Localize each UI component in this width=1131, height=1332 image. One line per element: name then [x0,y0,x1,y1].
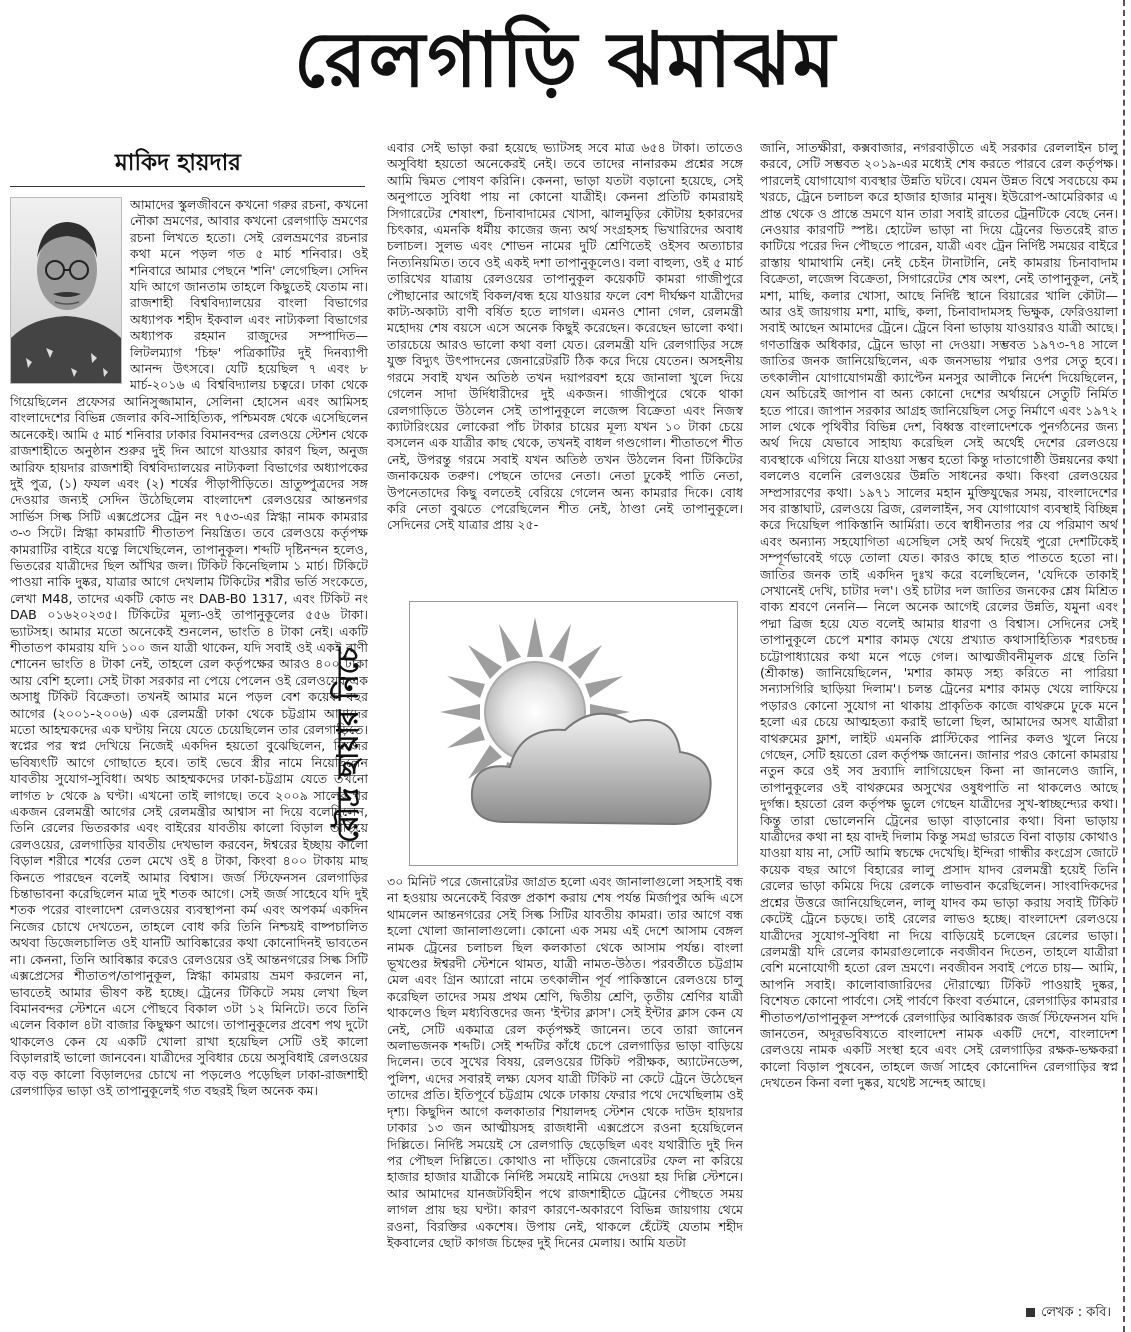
article-column-3 [760,140,1118,1300]
author-note [1026,1303,1111,1324]
author-note-text: লেখক : কবি। [1041,1305,1111,1320]
photo-caption [330,630,370,860]
weather-illustration [409,601,738,866]
photo-caption-text: রৌদ্র ছায়ার নিচে [330,647,365,843]
article-column-1 [10,197,368,1319]
headline: রেলগাড়ি ঝমাঝম [293,15,838,104]
author-portrait-illustration [11,198,121,383]
byline: মাকিদ হায়দার [115,149,241,176]
column-2-top-text: এবার সেই ভাড়া করা হয়েছে ভ্যাটসহ সবে মাত্র ৬৫৪ টাকা। তাতেও অসুবিধা হয়তো অনেকেরই নেই। তবে তাদের নানারকম প্রশ্নের সঙ্গে আমি দ্বিমত পোষণ করিনি। কেননা, ভাড়া যতটা বড়ানো হয়েছে, সেই অনুপাতে সুবিধা পায় না কোনো যাত্রীই। কেননা প্রতিটি কামরায়ই সিগারেটের শেষাংশ, চিনাবাদামের খোসা, ঝালমুড়ির কৌটায় হকারদের চিৎকার, এমনকি ধর্মীয় কাজের জন্য অর্থ সংগ্রহসহ ভিখারিদের অবাধ চলাচল। সুলভ এবং শোভন নামের দুটি শ্রেণিতেই ওইসব অত্যাচার নিত্যনিয়মিত। তবে ওই একই দশা তাপানুকূলেও। বলা বাহুল্য, ওই ৫ মার্চ তারিখের যাত্রায় রেলওয়ের তাপানুকূল কয়েকটি কামরা গাজীপুরে পৌছানোর আগেই বিকল/বন্ধ হয়ে যাওয়ার ফলে বেশ দীর্ঘক্ষণ যাত্রীদের কাট্য-অকাট্য বাণী বর্ষিত হতে লাগল। এমনও শোনা গেল, রেলমন্ত্রী মহোদয় শেষ বয়সে এসে অনেক কিছুই করেছেন। করেছেন ভালো কথা। তারচেয়ে আরও ভালো কথা বলা যেত। রেলমন্ত্রী যদি রেলগাড়ির সঙ্গে যুক্ত বিদ্যুৎ উৎপাদনের জেনারেটরটি ঠিক করে দিয়ে যেতেন। অসহনীয় গরমে সবাই যখন অতিষ্ঠ তখন দয়াপরবশ হয়ে জানালা খুলে দিয়ে গেলেন সাদা উর্দিধারীদের দুই একজন। গাজীপুরে থেকে থাকা রেলগাড়িতে উঠলেন সেই তাপানুকূলে লজেন্স বিক্রেতা এবং নিজস্ব ক্যাটারিংয়ের লোকেরা পাঁচ টাকার চায়ের মূল্য যখন ১০ টাকা চেয়ে বসলেন এক যাত্রীর কাছ থেকে, তখনই বাধল গণ্ডগোল। শীতাতপে শীত নেই, উপরন্তু গরমে সবাই যখন অতিষ্ঠ তখন উঠলেন বিনা টিকিটের জনাকয়েক তরুণ। পেছনে তাদের নেতা। নেতা ঢুকেই পাতি নেতা, উপনেতাদের কিছু বলতেই বেরিয়ে গেলেন অন্য কামরার দিকে। বোধ করি নেতা বুঝতে পেরেছিলেন শীত নেই, ঠাণ্ডা নেই তাপানুকূলে। সেদিনের সেই যাত্রার প্রায় ২৫- [387,140,743,533]
column-2-bottom-text: ৩০ মিনিট পরে জেনারেটর জাগ্রত হলো এবং জানালাগুলো সহসাই বন্ধ না হওয়ায় অনেকেই বিরক্ত প্রকাশ করায় শেষ পর্যন্ত মির্জাপুর অব্দি এসে থামলেন আন্তনগরের সেই সিল্ক সিটির যাবতীয় কামরা। তার আগে বন্ধ হলো খোলা জানালাগুলো। কোনো এক সময় এই দেশে আসাম বেঙ্গল নামক ট্রেনের চলাচল ছিল কলকাতা থেকে আসাম পর্যন্ত। বাংলা ভূখণ্ডের ঈশ্বরদী স্টেশনে থামত, যাত্রী নামত-উঠত। পরবর্তীতে চট্টগ্রাম মেল এবং গ্রিন অ্যারো নামে তৎকালীন পূর্ব পাকিস্তানে রেলওয়ে চালু করেছিল তাদের সময় প্রথম শ্রেণি, দ্বিতীয় শ্রেণি, তৃতীয় শ্রেণির যাত্রী থাকলেও ছিল মধ্যবিত্তদের জন্য 'ইন্টার ক্লাস'। সেই ইন্টার ক্লাস কেন যে নেই, সেটি একমাত্র রেল কর্তৃপক্ষই জানেন। তবে তারা জানেন অলাভজনক শব্দটি। সেই শব্দটির কাঁধে চেপে রেলগাড়ির ভাড়া বাড়িয়ে দিলেন। তবে সুখের বিষয়, রেলওয়ের টিকিট পরীক্ষক, অ্যাটেনডেন্স, পুলিশ, এদের সবারই লক্ষ্য যেসব যাত্রী টিকিট না কেটে ট্রেনে উঠেছেন তাদের প্রতি। ইতিপূর্বে চট্টগ্রাম থেকে ঢাকায় ফেরার পথে দেখেছিলাম ওই দৃশ্য। কিছুদিন আগে কলকাতার শিয়ালদহ স্টেশন থেকে দাউদ হায়দার ঢাকার ১৩ জন আত্মীয়সহ রাজধানী এক্সপ্রেসে রওনা হয়েছিলেন দিল্লিতে। নির্দিষ্ট সময়েই সে রেলগাড়ি ছেড়েছিল এবং যথারীতি দুই দিন পর পৌছল দিল্লিতে। কোথাও না দাঁড়িয়ে জেনারেটর ফেল না করিয়ে হাজার হাজার যাত্রীকে নির্দিষ্ট সময়েই নামিয়ে দেওয়া হয় দিল্লি স্টেশনে। আর আমাদের যানজটবিহীন পথে রাজশাহীতে ট্রেনের পৌছতে সময় লাগল প্রায় ছয় ঘণ্টা। কারণ কারণে-অকারণে বিভিন্ন জায়গায় থেমে রওনা, বিরক্তির একশেষ। উপায় নেই, থাকলে হেঁটেই যেতাম শহীদ ইকবালের ছোট কাগজ চিহ্নের দুই দিনের মেলায়। আমি যতটা [387,874,743,1250]
author-photo [10,197,122,384]
byline-divider [10,186,365,187]
square-bullet-icon [1026,1308,1035,1317]
page-border [1123,0,1125,1332]
column-3-text: জানি, সাতক্ষীরা, কক্সবাজার, নগরবাড়ীতে এই সরকার রেললাইন চালু করবে, সেটি সম্ভবত ২০১৯-এর মধ্যেই শেষ করতে পারবে রেল কর্তৃপক্ষ। পারলেই যোগাযোগ ব্যবস্থার উন্নতি ঘটবে। যেমন উন্নত বিশ্বে সবচেয়ে কম খরচে, ট্রেনে চলাচল করে হাজার হাজার মানুষ। ইউরোপ-আমেরিকার এ প্রান্ত থেকে ও প্রান্তে ভ্রমণে যান তারা সবাই রাতের ট্রেনটিকে বেছে নেন। নেওয়ার কারণটি স্পষ্ট। হোটেল ভাড়া না দিয়ে ট্রেনের ভিতরেই রাত কাটিয়ে পরের দিন পৌছতে পারেন, যাত্রী এবং ট্রেন নির্দিষ্ট সময়ের বাইরে রাস্তায় থামাথামি নেই। নেই চেইন টানাটানি, নেই কামরায় চিনাবাদাম বিক্রেতা, লজেন্স বিক্রেতা, সিগারেটের শেষ অংশ, নেই তাপানুকূল, নেই মশা, মাছি, কলার খোসা, আছে নির্দিষ্ট স্থানে বিয়ারের খালি কৌটা— আর ওই জায়গায় মশা, মাছি, কলা, চিনাবাদামসহ ভিক্ষুক, ফেরিওয়ালা সবাই আছেন আমাদের ট্রেনে। ট্রেনে বিনা ভাড়ায় যাওয়ারও যাত্রী আছে। গণতান্ত্রিক অধিকার, ট্রেনে ভাড়া না দেওয়া। সম্ভবত ১৯৭৩-৭৪ সালে জাতির জনক জানিয়েছিলেন, এক জনসভায় পদ্মার ওপর সেতু হবে। তৎকালীন যোগাযোগমন্ত্রী ক্যাপ্টেন মনসুর আলীকে নির্দেশ দিয়েছিলেন, যেন অচিরেই জাপান বা অন্য কোনো দেশের অর্থায়নে সেতুটি নির্মিত হতে পারে। জাপান সরকার আগ্রহ জানিয়েছিল সেতু নির্মাণে এবং ১৯৭২ সাল থেকে পৃথিবীর বিভিন্ন দেশ, বিধ্বস্ত বাংলাদেশকে পুনর্গঠনের জন্য অর্থ দিয়ে যেভাবে সাহায্য করেছিল সেই অর্থেই দেশের রেলওয়ে ব্যবস্থাকে এগিয়ে নিয়ে যাওয়া সম্ভব হতো কিন্তু দাতাগোষ্ঠী উন্নয়নের কথা বললেও বলেনি রেলওয়ের উন্নতি সাধনের কথা। কিংবা রেলওয়ের সম্প্রসারণের কথা। ১৯৭১ সালের মহান মুক্তিযুদ্ধের সময়, বাংলাদেশের সব রাস্তাঘাট, রেলওয়ে ব্রিজ, রেললাইন, সব যোগাযোগ ব্যবস্থাই বিচ্ছিন্ন করে দিয়েছিল পাকিস্তানি আর্মিরা। তবে স্বাধীনতার পর যে পরিমাণ অর্থ এবং অন্যান্য সহযোগিতা এসেছিল সেই অর্থ দিয়েই পুরো দেশটিকেই সম্পূর্ণভাবেই গড়ে তোলা যেত। কারও কাছে হাত পাততে হতো না। জাতির জনক তাই একদিন দুঃখ করে বলেছিলেন, 'যেদিকে তাকাই সেখানেই দেখি, চাটার দল'। ওই চাটার দল জাতির জনকের শ্লেষ মিশ্রিত বাক্য শ্রবণে নেননি— নিলে অনেক আগেই রেলের উন্নতি, যমুনা এবং পদ্মা ব্রিজ হয়ে যেত বলেই আমার ধারণা ও বিশ্বাস। সেদিনের সেই তাপানুকূলে চেপে মশার কামড় খেয়ে প্রখ্যাত কথাসাহিত্যিক শরৎচন্দ্র চট্টোপাধ্যায়ের কথা মনে পড়ে গেল। আত্মজীবনীমূলক গ্রন্থে তিনি (শ্রীকান্ত) জানিয়েছিলেন, 'মশার কামড় সহ্য করিতে না পারিয়া সন্যাসগিরি ছাড়িয়া দিলাম'। চলন্ত ট্রেনের মশার কামড় খেয়ে লাফিয়ে পড়ারও কোনো সুযোগ না থাকায় প্রাকৃতিক কাজে বাথরুমে ঢুকে মনে হলো এর চেয়ে আত্মহত্যা করাই ভালো ছিল, আমাদের অসৎ যাত্রীরা বাথরুমের ফ্লাশ, লাইট এমনকি প্লাস্টিকের পানির কলও খুলে নিয়ে গেছেন, সেটি হয়তো রেল কর্তৃপক্ষ জানেন। জানার পরও কোনো কামরায় নতুন করে ওই সব দ্রব্যাদি লাগিয়েছেন কিনা না জানলেও জানি, তাপানুকূলের ওই বাথরুমের অসুখের ওষুধপাতি না থাকলেও আছে দুর্গন্ধ। হয়তো রেল কর্তৃপক্ষ ভুলে গেছেন যাত্রীদের সুখ-স্বাচ্ছন্দ্যের কথা। কিন্তু তারা ভোলেননি ট্রেনের ভাড়া বাড়ানোর কথা। বিনা ভাড়ায় যাত্রীদের কথা না হয় বাদই দিলাম কিন্তু সমগ্র ভারতে বিনা বাড়ায় কোথাও যাওয়া যায় না, সেটি আমি স্বচক্ষে দেখেছি। ইন্দিরা গান্ধীর কংগ্রেস জোটে কয়েক বছর আগে বিহারের লালু প্রসাদ যাদব রেলমন্ত্রী হয়েই তিনি রেলের ভাড়া কমিয়ে দিয়ে রেলকে লাভবান করেছিলেন। সাংবাদিকদের প্রশ্নের উত্তরে জানিয়েছিলেন, লালু যাদব কম ভাড়া করায় সবাই টিকিট কেটেই ট্রেনে চড়ছে। তাই রেলের লাভও হচ্ছে। বাংলাদেশ রেলওয়ে যাত্রীদের সুযোগ-সুবিধা না দিয়ে বাড়িয়েই চলেছেন রেলের ভাড়া। রেলমন্ত্রী যদি রেলের কামরাগুলোকে নবজীবন দিতেন, তাহলে যাত্রীরা বেশি মনোযোগী হতো রেল ভ্রমণে। নবজীবন সবাই পেতে চায়— আমি, আপনি সবাই। কালোবাজারিদের দৌরাত্ম্যে টিকিট পাওয়াই দুষ্কর, বিশেষত কোনো পার্বণে। সেই পার্বণে কিংবা বর্তমানে, রেলগাড়ির কামরার শীতাতপ/তাপানুকূল সম্পর্কে রেলগাড়ির আবিষ্কারক জর্জ স্টিফেনসন যদি জানতেন, অদূরভবিষ্যতে বাংলাদেশ নামক একটি দেশে, বাংলাদেশ রেলওয়ে নামক একটি সংস্থা হবে এবং সেই রেলগাড়ির রক্ষক-ভক্ষকরা কালো বিড়াল পুষবেন, তাহলে জর্জ সাহেব কোনোদিন রেলগাড়ির স্বপ্ন দেখতেন কিনা বলা দুষ্কর, যথেষ্ট সন্দেহ আছে। [760,140,1118,1091]
sun-cloud-icon [410,602,737,865]
column-1-text: আমাদের স্কুলজীবনে কখনো গরুর রচনা, কখনো নৌকা ভ্রমণের, আবার কখনো রেলগাড়ি ভ্রমণের রচনা লিখতে হতো। সেই রেলভ্রমণের রচনার কথা মনে পড়ল গত ৫ মার্চ শনিবার। ওই শনিবারে আমার পেছনে 'শনি' লেগেছিল। সেদিন যদি আগে জানতাম তাহলে কিছুতেই যেতাম না। রাজশাহী বিশ্ববিদ্যালয়ের বাংলা বিভাগের অধ্যাপক শহীদ ইকবাল এবং নাট্যকলা বিভাগের অধ্যাপক রহমান রাজুদের সম্পাদিত— লিটলম্যাগ 'চিহ্ন' পত্রিকাটির দুই দিনব্যাপী আনন্দ উৎসবে। যেটি হয়েছিল ৭ এবং ৮ মার্চ-২০১৬ এ বিশ্ববিদ্যালয় চত্বরে। ঢাকা থেকে গিয়েছিলেন প্রফেসর আনিসুজ্জামান, সেলিনা হোসেন এবং আমিসহ বাংলাদেশের বিভিন্ন জেলার কবি-সাহিত্যিক, পশ্চিমবঙ্গ থেকে এসেছিলেন অনেকেই। আমি ৫ মার্চ শনিবার ঢাকার বিমানবন্দর রেলওয়ে স্টেশন থেকে রাজশাহীতে অনুষ্ঠান শুরুর দুই দিন আগে যাওয়ার কারণ ছিল, অনুজ আরিফ হায়দার রাজশাহী বিশ্ববিদ্যালয়ের নাট্যকলা বিভাগের অধ্যাপকের দুই পুত্র, (১) ফযল এবং (২) শর্ষের পীড়াপীড়িতে। ভ্রাতুষ্পুত্রদের সঙ্গ দেওয়ার জন্যই সেদিন উঠেছিলেম বাংলাদেশ রেলওয়ের আন্তনগর সার্ভিস সিল্ক সিটি এক্সপ্রেসের ট্রেন নং ৭৫৩-এর স্নিগ্ধা নামক কামরার ৩-৩ সিটে। স্নিগ্ধা কামরাটি শীতাতপ নিয়ন্ত্রিত। তবে রেলওয়ে কর্তৃপক্ষ কামরাটির বাইরে যত্নে লিখেছিলেন, তাপানুকূল। শব্দটি দৃষ্টিনন্দন হলেও, ভিতরের যাত্রীদের ছিল আঁখির জল। টিকিট কিনেছিলাম ১ মার্চ। টিকিটে পাওয়া নাকি দুষ্কর, যাত্রার আগে দেখলাম টিকিটের শরীর ভর্তি সংকেতে, লেখা M48, তাদের একটি কোড নং DAB-B0 1317, এবং টিকিট নং DAB ০১৬২০২৩৫। টিকিটের মূল্য-ওই তাপানুকূলের ৫৫৬ টাকা। ভ্যাটসহ। আমার মতো অনেকেই শুনলেন, ভাংতি ৪ টাকা নেই। একটি শীতাতপ কামরায় যদি ১০০ জন যাত্রী থাকেন, যদি সবাই ওই একই বাণী শোনেন ভাংতি ৪ টাকা নেই, তাহলে রেল কর্তৃপক্ষের আরও ৪০০ টাকা আয় বেশি হলো। সেই টাকা সরকার না পেয়ে পেলেন ওই রেলওয়ের এক অসাধু টিকিট বিক্রেতা। তখনই আমার মনে পড়ল বেশ কয়েক বছর আগের (২০০১-২০০৬) এক রেলমন্ত্রী ঢাকা থেকে চট্টগ্রাম আমাদের মতো আহম্মকদের এক ঘণ্টায় নিয়ে যেতে চেয়েছিলেন তার রেলগাড়িতে। স্বপ্নের পর স্বপ্ন দেখিয়ে নিজেই একদিন হয়তো বুঝেছিলেন, নিজের ভবিষ্যৎটি আগে গোছাতে হবে। তাই ভেবে স্ত্রীর নামে নিয়েছিলেন যাবতীয় সুযোগ-সুবিধা। অথচ আহম্মকদের ঢাকা-চট্টগ্রাম যেতে তখনো লাগত ৮ থেকে ৯ ঘণ্টা। এখনো তাই লাগছে। তবে ২০০৯ সালের পর একজন রেলমন্ত্রী আগের সেই রেলমন্ত্রীর আশ্বাস না দিয়ে বলেছিলেন, তিনি রেলের ভিতরকার এবং বাইরের যাবতীয় কালো বিড়াল তাড়িয়ে রেলওয়ের, রেলগাড়ির যাবতীয় দেখভাল করবেন, ঈশ্বরের ইচ্ছায় কালো বিড়াল শরীরে শর্ষের তেল মেখে ওই ৪ টাকা, কিংবা ৪০০ টাকায় মাছ কিনতে পারছেন বলেই আমার বিশ্বাস। জর্জ স্টিফেনসন রেলগাড়ির চিন্তাভাবনা করেছিলেন মাত্র দুই শতক আগে। সেই জর্জ সাহেবে যদি দুই শতক পরের বাংলাদেশ রেলওয়ের ব্যবস্থাপনা কর্ম এবং অপকর্ম একদিন নিজের চোখে দেখতেন, তাহলে বোধ করি তিনি নিশ্চয়ই বাষ্পচালিত অথবা ডিজেলচালিত ওই যানটি আবিষ্কারের কথা কোনোদিনই ভাবতেন না। কেননা, তিনি আবিষ্কার করেও রেলওয়ের ওই আন্তনগরের সিল্ক সিটি এক্সপ্রেসের শীতাতপ/তাপানুকূল, স্নিগ্ধা কামরায় ভ্রমণ করলেন না, ভাবতেই আমার ভীষণ কষ্ট হচ্ছে। ট্রেনের টিকিটে সময় লেখা ছিল বিমানবন্দর স্টেশনে এসে পৌছবে বিকাল ৩টা ১২ মিনিটে। তবে তিনি এলেন বিকাল ৪টা বাজার কিছুক্ষণ আগে। তাপানুকূলের প্রবেশ পথ দুটো থাকলেও কেন যে একটি খোলা রাখা হয়েছিল সেটি ওই কালো বিড়ালরাই ভালো জানবেন। যাত্রীদের সুবিধার চেয়ে অসুবিধাই রেলওয়ের বড় বড় কালো বিড়ালদের চোখে না পড়লেও পড়েছিল ঢাকা-রাজশাহী রেলগাড়ির ভাড়া ওই তাপানুকূলেই গত বছরই ছিল অনেক কম। [10,197,368,1098]
